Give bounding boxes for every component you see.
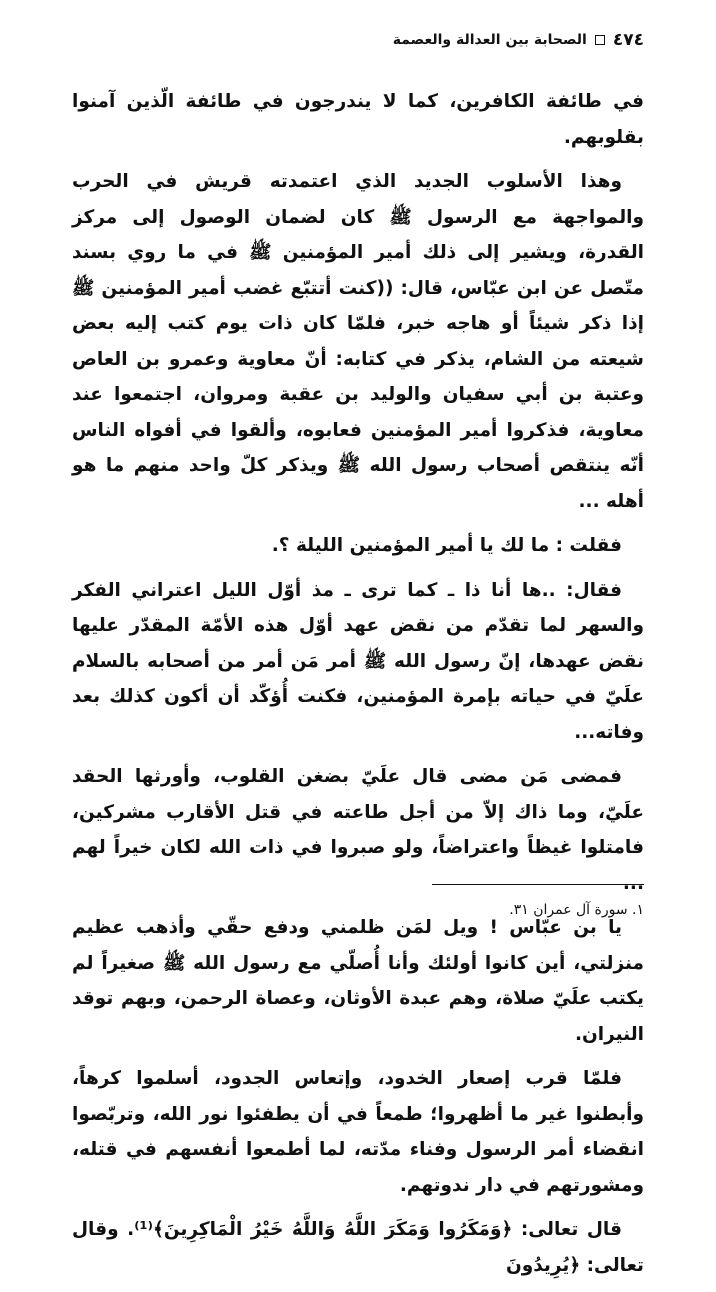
paragraph-2: وهذا الأسلوب الجديد الذي اعتمدته قريش في الحرب والمواجهة مع الرسول ﷺ كان لضمان الوصول إلى مركز القدرة، ويشير إلى ذلك أمير المؤمنين ﷺ في ما روي بسند متّصل عن ابن عبّاس، قال: ((كنت أتتبّع غضب أمير المؤمنين ﷺ إذا ذكر شيئاً أو هاجه خبر، فلمّا كان ذات يوم كتب إليه بعض شيعته من الشام، يذكر في كتابه: أنّ معاوية وعمرو بن العاص وعتبة بن أبي سفيان والوليد بن عقبة ومروان، اجتمعوا عند معاوية، فذكروا أمير المؤمنين فعابوه، وألقوا في أفواه الناس أنّه ينتقص أصحاب رسول الله ﷺ ويذكر كلّ واحد منهم ما هو أهله ... xyxy=(72,171,644,512)
paragraph-5: فمضى مَن مضى قال علَيّ بضغن القلوب، وأورثها الحقد علَيّ، وما ذاك إلاّ من أجل طاعته في قتل الأقارب مشركين، فامتلوا غيظاً واعتراضاً، ولو صبروا في ذات الله لكان خيراً لهم ... xyxy=(72,766,644,894)
square-ornament-icon xyxy=(595,35,605,45)
running-header xyxy=(72,28,644,52)
page-number: ٤٧٤ xyxy=(612,30,644,50)
footnote: ١. سورة آل عمران ٣١. xyxy=(509,902,644,918)
paragraph-6: يا بن عبّاس ! ويل لمَن ظلمني ودفع حقّي وأذهب عظيم منزلتي، أين كانوا أولئك وأنا أُصلّي مع رسول الله ﷺ صغيراً لم يكتب علَيّ صلاة، وهم عبدة الأوثان، وعصاة الرحمن، وبهم توقد النيران. xyxy=(72,917,644,1045)
running-title: الصحابة بين العدالة والعصمة xyxy=(392,32,587,48)
body-text xyxy=(72,84,644,1292)
paragraph-7: فلمّا قرب إصعار الخدود، وإتعاس الجدود، أسلموا كرهاً، وأبطنوا غير ما أظهروا؛ طمعاً في أن يطفئوا نور الله، وتربّصوا انقضاء أمر الرسول وفناء مدّته، لما أطمعوا أنفسهم في قتله، ومشورتهم في دار ندوتهم. xyxy=(72,1068,644,1196)
paragraph-1: في طائفة الكافرين، كما لا يندرجون في طائفة الّذين آمنوا بقلوبهم. xyxy=(72,91,644,148)
paragraph-3: فقلت : ما لك يا أمير المؤمنين الليلة ؟. xyxy=(271,535,622,556)
footnote-divider xyxy=(432,884,644,885)
paragraph-8: قال تعالى: ﴿وَمَكَرُوا وَمَكَرَ اللَّهُ وَاللَّهُ خَيْرُ الْمَاكِرِينَ﴾⁽¹⁾. وقال تعالى: ﴿يُرِيدُونَ xyxy=(72,1219,644,1276)
paragraph-4: فقال: ..ها أنا ذا ـ كما ترى ـ مذ أوّل الليل اعتراني الفكر والسهر لما تقدّم من نقض عهد أوّل هذه الأمّة المقدّر عليها نقض عهدها، إنّ رسول الله ﷺ أمر مَن أمر من أصحابه بالسلام علَيّ في حياته بإمرة المؤمنين، فكنت أُؤكّد أن أكون كذلك بعد وفاته... xyxy=(72,579,644,743)
